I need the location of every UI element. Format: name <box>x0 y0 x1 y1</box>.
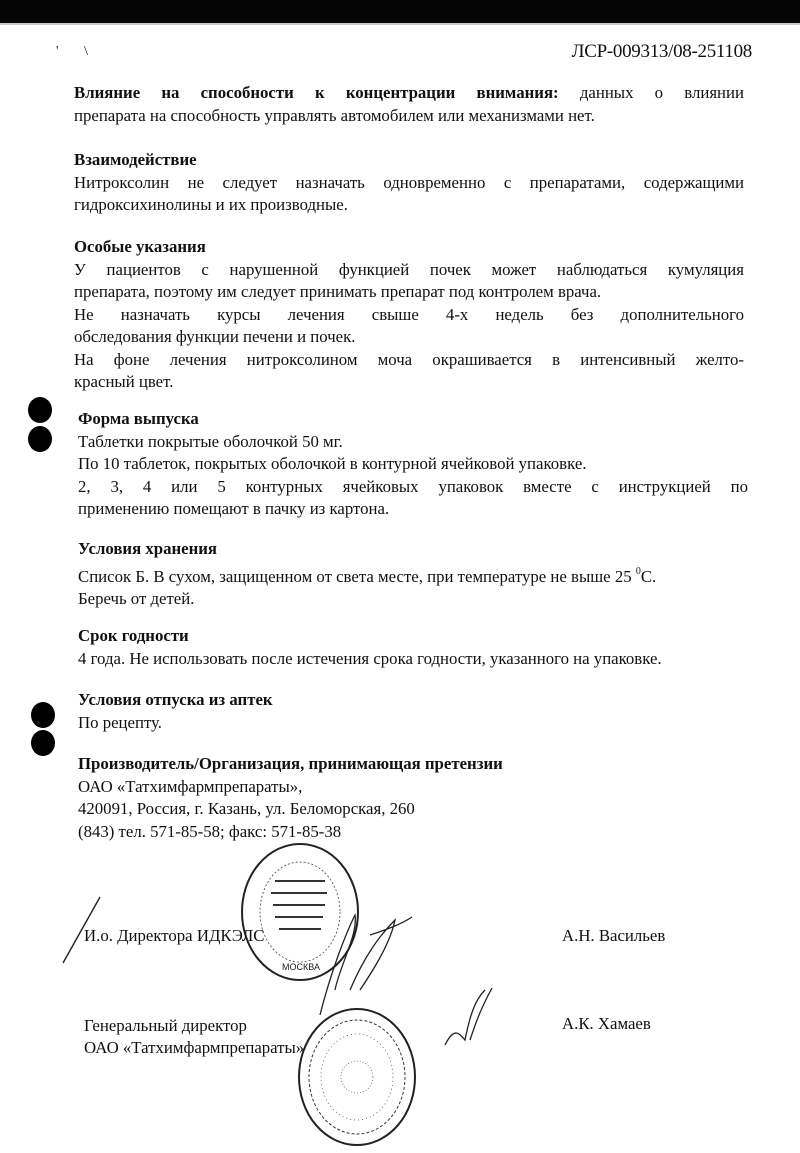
punch-hole <box>31 730 55 756</box>
section-dispensing <box>78 689 748 734</box>
section-text: На фоне лечения нитроксолином моча окрашивается в интенсивный желто- <box>74 349 744 369</box>
section-text: (843) тел. 571-85-58; факс: 571-85-38 <box>78 821 342 841</box>
stamp-round-icon <box>295 1005 420 1150</box>
section-text: Нитроксолин не следует назначать одновременно с препаратами, содержащими <box>74 172 744 192</box>
signature-scribble-icon <box>440 985 500 1055</box>
section-text: 4 года. Не использовать после истечения срока годности, указанного на упаковке. <box>78 648 662 668</box>
section-text: Таблетки покрытые оболочкой 50 мг. <box>78 431 343 451</box>
scan-top-band <box>0 0 800 23</box>
attention-line-1 <box>74 82 744 105</box>
punch-hole <box>31 702 55 728</box>
section-text: 2, 3, 4 или 5 контурных ячейковых упаковок вместе с инструкцией по <box>78 476 748 496</box>
temperature-unit: С. <box>640 566 657 586</box>
section-shelf-life <box>78 625 748 670</box>
section-text: обследования функции печени и почек. <box>74 327 356 346</box>
section-title: Срок годности <box>78 626 189 645</box>
section-text: У пациентов с нарушенной функцией почек может наблюдаться кумуляция <box>74 259 744 279</box>
section-attention <box>74 82 744 127</box>
signatory-position: Генеральный директор <box>84 1016 247 1035</box>
section-text: Беречь от детей. <box>78 589 195 608</box>
section-text: По 10 таблеток, покрытых оболочкой в контурной ячейковой упаковке. <box>78 454 587 473</box>
section-text: По рецепту. <box>78 712 162 732</box>
section-manufacturer <box>78 753 748 843</box>
document-number: ЛСР-009313/08-251108 <box>571 41 752 62</box>
section-title: Условия хранения <box>78 539 217 558</box>
section-text: красный цвет. <box>74 372 174 391</box>
section-title: Производитель/Организация, принимающая претензии <box>78 754 503 773</box>
signatory-organization: ОАО «Татхимфармпрепараты» <box>84 1038 305 1057</box>
section-title: Взаимодействие <box>74 150 197 169</box>
punch-hole <box>28 397 52 423</box>
section-text: препарата, поэтому им следует принимать препарат под контролем врача. <box>74 282 602 301</box>
section-text: Список Б. В сухом, защищенном от света месте, при температуре не выше 25 <box>78 566 632 586</box>
scan-band-edge <box>0 23 800 25</box>
section-interaction <box>74 149 744 217</box>
section-form <box>78 408 748 521</box>
signatory-name: А.Н. Васильев <box>562 926 666 945</box>
signatory-position: И.о. Директора ИДКЭЛС <box>84 926 265 945</box>
section-text: 420091, Россия, г. Казань, ул. Беломорская, 260 <box>78 799 415 818</box>
scan-mark: ' <box>56 44 59 59</box>
degree-mark: 0 <box>635 565 641 577</box>
section-storage <box>78 538 748 611</box>
section-title: Особые указания <box>74 237 206 256</box>
section-text: ОАО «Татхимфармпрепараты», <box>78 776 303 796</box>
section-special <box>74 236 744 394</box>
storage-line-1 <box>78 561 748 589</box>
punch-hole <box>28 426 52 452</box>
section-title: Форма выпуска <box>78 409 199 428</box>
section-text: данных о влиянии <box>579 83 744 102</box>
signatory-name: А.К. Хамаев <box>562 1014 651 1033</box>
section-text: Не назначать курсы лечения свыше 4-х недель без дополнительного <box>74 304 744 324</box>
section-text: препарата на способность управлять автомобилем или механизмами нет. <box>74 105 595 125</box>
scan-mark: \ <box>84 44 88 59</box>
section-title: Условия отпуска из аптек <box>78 690 273 709</box>
section-text: гидроксихинолины и их производные. <box>74 195 348 214</box>
section-title: Влияние на способности к концентрации внимания: <box>74 83 559 102</box>
svg-text:МОСКВА: МОСКВА <box>282 962 320 972</box>
section-text: применению помещают в пачку из картона. <box>78 499 390 518</box>
